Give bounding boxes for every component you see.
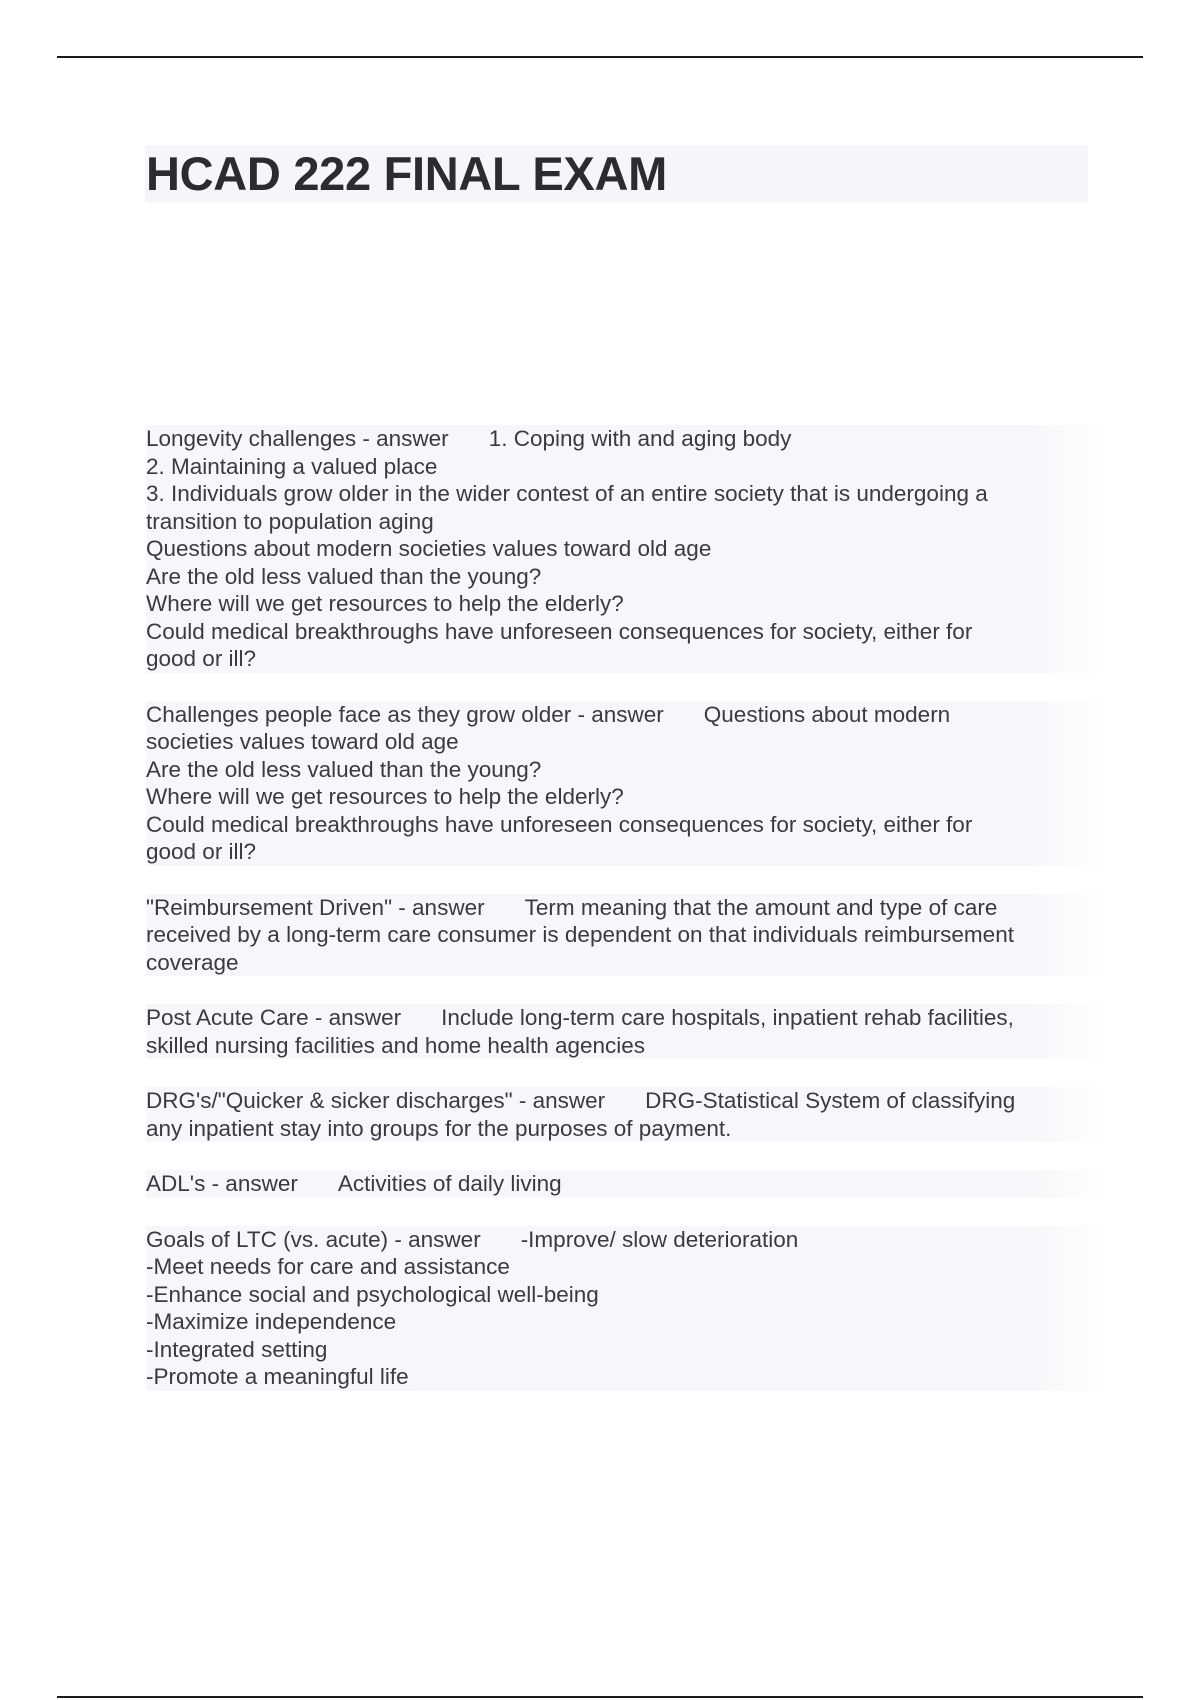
entry-answer: 1. Coping with and aging body [488,426,792,451]
entry-answer: Include long-term care hospitals, inpatient rehab facilities, [441,1005,1014,1030]
entry-term: Challenges people face as they grow older - answer [146,701,664,727]
entry-line: Could medical breakthroughs have unforeseen consequences for society, either for [146,618,973,644]
entry-line: -Integrated setting [146,1336,328,1362]
entry-term: Longevity challenges - answer [146,426,449,451]
entry-line: Are the old less valued than the young? [146,756,542,782]
entry-line: Questions about modern societies values toward old age [146,536,712,561]
entry-line: -Meet needs for care and assistance [146,1254,510,1279]
qa-entry-adl [146,1170,1106,1198]
qa-entry-drg [146,1087,1106,1142]
bottom-rule [57,1696,1143,1698]
entry-answer: DRG-Statistical System of classifying [645,1088,1016,1113]
top-rule [57,56,1143,58]
qa-entry-longevity [146,425,1106,673]
entry-line: -Enhance social and psychological well-being [146,1281,599,1307]
entry-line: good or ill? [146,839,257,864]
document-title: HCAD 222 FINAL EXAM [146,147,667,200]
document-body [146,425,1106,1419]
entry-line: skilled nursing facilities and home health agencies [146,1032,646,1058]
entry-line: societies values toward old age [146,729,459,754]
entry-line: transition to population aging [146,508,434,534]
entry-line: -Maximize independence [146,1309,397,1334]
qa-entry-post-acute [146,1004,1106,1059]
entry-term: ADL's - answer [146,1171,298,1196]
entry-answer: Activities of daily living [337,1171,562,1196]
entry-line: Where will we get resources to help the elderly? [146,784,624,809]
entry-line: Where will we get resources to help the elderly? [146,591,624,616]
entry-term: Goals of LTC (vs. acute) - answer [146,1226,481,1252]
entry-line: any inpatient stay into groups for the purposes of payment. [146,1115,732,1141]
entry-answer: Questions about modern [703,701,951,727]
entry-line: 3. Individuals grow older in the wider contest of an entire society that is undergoing a [146,481,988,506]
entry-line: good or ill? [146,646,257,671]
qa-entry-challenges [146,701,1106,866]
qa-entry-reimbursement [146,894,1106,977]
entry-term: Post Acute Care - answer [146,1005,402,1030]
entry-answer: -Improve/ slow deterioration [520,1226,799,1252]
entry-line: 2. Maintaining a valued place [146,453,438,479]
entry-line: received by a long-term care consumer is dependent on that individuals reimbursement [146,922,1014,947]
entry-line: coverage [146,949,239,975]
entry-term: "Reimbursement Driven" - answer [146,894,485,920]
entry-line: Are the old less valued than the young? [146,563,542,589]
entry-line: -Promote a meaningful life [146,1364,409,1389]
entry-line: Could medical breakthroughs have unforeseen consequences for society, either for [146,811,973,837]
entry-answer: Term meaning that the amount and type of care [524,894,998,920]
qa-entry-goals-ltc [146,1226,1106,1391]
entry-term: DRG's/"Quicker & sicker discharges" - answer [146,1088,606,1113]
